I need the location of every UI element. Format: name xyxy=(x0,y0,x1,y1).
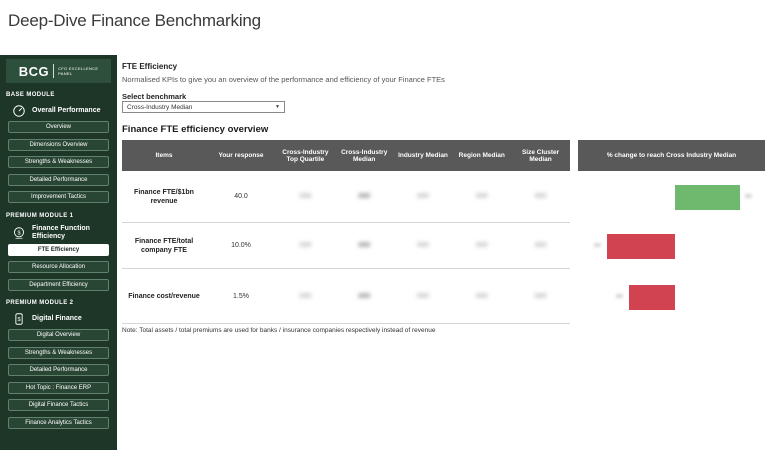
benchmark-value-redacted: ### xyxy=(299,292,312,300)
module-label-premium-1: PREMIUM MODULE 1 xyxy=(6,212,74,219)
main-content xyxy=(122,55,768,450)
footnote: Note: Total assets / total premiums are used for banks / insurance companies respectively instead of revenue xyxy=(122,327,436,334)
chart-bar-label-redacted: ## xyxy=(745,194,752,200)
section-title: FTE Efficiency xyxy=(122,62,178,71)
column-header: Industry Median xyxy=(398,152,448,159)
benchmark-value-redacted: ### xyxy=(534,242,547,249)
benchmark-value-redacted: ### xyxy=(475,292,488,300)
benchmark-value-redacted: ### xyxy=(534,292,547,300)
svg-text:$: $ xyxy=(17,316,21,323)
chart-bar-label-redacted: ## xyxy=(616,294,623,300)
benchmark-value-redacted: ### xyxy=(358,242,371,249)
table-row xyxy=(122,171,570,223)
sidebar-item-strengths-weaknesses[interactable]: Strengths & Weaknesses xyxy=(8,156,109,168)
benchmark-value-redacted: ### xyxy=(534,193,547,200)
table-row xyxy=(122,269,570,324)
row-item-label: Finance FTE/$1bn revenue xyxy=(134,188,194,205)
column-header: Your response xyxy=(218,152,264,159)
benchmark-value-redacted: ### xyxy=(299,242,312,249)
bcg-logo xyxy=(6,59,111,83)
benchmark-value-redacted: ### xyxy=(475,193,488,200)
sidebar-item-fte-efficiency[interactable]: FTE Efficiency xyxy=(8,244,109,256)
chart-bar-negative xyxy=(607,234,675,259)
chart-bar-label-redacted: ## xyxy=(594,243,601,249)
table-title: Finance FTE efficiency overview xyxy=(122,124,269,135)
row-item-label: Finance FTE/total company FTE xyxy=(134,237,194,254)
table-row xyxy=(122,223,570,269)
module-label-premium-2: PREMIUM MODULE 2 xyxy=(6,300,74,306)
bcg-logo-text: BCG xyxy=(18,63,50,79)
coin-dollar-icon xyxy=(12,226,26,240)
table-body xyxy=(122,171,570,324)
chart-header: % change to reach Cross Industry Median xyxy=(578,140,765,171)
benchmark-value-redacted: ### xyxy=(299,193,312,200)
column-header: Items xyxy=(155,152,173,159)
logo-subtitle xyxy=(58,66,98,76)
column-header: Size Cluster Median xyxy=(521,148,560,163)
sidebar-items-premium-2 xyxy=(0,329,117,434)
sidebar-items-base xyxy=(0,121,117,209)
sidebar-item-digital-overview[interactable]: Digital Overview xyxy=(8,329,109,341)
sidebar-item-detailed-performance[interactable]: Detailed Performance xyxy=(8,174,109,186)
benchmark-value-redacted: ### xyxy=(358,292,371,300)
sidebar-item-detailed-performance[interactable]: Detailed Performance xyxy=(8,364,109,376)
svg-text:$: $ xyxy=(17,229,21,236)
sidebar-group-digital-finance[interactable] xyxy=(0,309,117,329)
table-header-row xyxy=(122,140,570,171)
sidebar-item-dimensions-overview[interactable]: Dimensions Overview xyxy=(8,139,109,151)
sidebar-item-resource-allocation[interactable]: Resource Allocation xyxy=(8,261,109,273)
benchmark-select[interactable] xyxy=(122,101,285,113)
sidebar-item-department-efficiency[interactable]: Department Efficiency xyxy=(8,279,109,291)
section-description: Normalised KPIs to give you an overview of the performance and efficiency of your Finance FTEs xyxy=(122,75,445,84)
row-item-label: Finance cost/revenue xyxy=(128,292,200,300)
sidebar-item-improvement-tactics[interactable]: Improvement Tactics xyxy=(8,191,109,203)
row-response-value: 1.5% xyxy=(233,292,249,300)
sidebar-group-label: Overall Performance xyxy=(32,107,101,114)
sidebar-item-overview[interactable]: Overview xyxy=(8,121,109,133)
sidebar-group-finance-function-efficiency[interactable] xyxy=(0,222,117,244)
sidebar-group-overall-performance[interactable] xyxy=(0,101,117,121)
mobile-dollar-icon xyxy=(12,312,26,326)
column-header: Cross-Industry Top Quartile xyxy=(282,148,329,163)
logo-divider xyxy=(53,64,54,78)
row-response-value: 10.0% xyxy=(231,242,251,249)
benchmark-value-redacted: ### xyxy=(358,193,371,200)
sidebar-item-finance-analytics-tactics[interactable]: Finance Analytics Tactics xyxy=(8,417,109,429)
benchmark-value-redacted: ### xyxy=(417,292,429,300)
sidebar-item-hot-topic-finance-erp[interactable]: Hot Topic : Finance ERP xyxy=(8,382,109,394)
logo-subtitle-line1: CFO EXCELLENCE xyxy=(58,66,99,71)
benchmark-value-redacted: ### xyxy=(417,242,429,249)
sidebar-items-premium-1 xyxy=(0,244,117,297)
chart-bar-negative xyxy=(629,285,675,310)
benchmark-select-label: Select benchmark xyxy=(122,92,187,101)
column-header: Region Median xyxy=(458,152,505,159)
sidebar-group-label: Digital Finance xyxy=(32,315,82,322)
benchmark-selected-value: Cross-Industry Median xyxy=(127,103,193,111)
benchmark-value-redacted: ### xyxy=(475,242,488,249)
bar-chart xyxy=(578,171,765,324)
benchmark-value-redacted: ### xyxy=(417,193,429,200)
page-title: Deep-Dive Finance Benchmarking xyxy=(8,11,261,30)
sidebar-item-digital-finance-tactics[interactable]: Digital Finance Tactics xyxy=(8,399,109,411)
sidebar xyxy=(0,55,117,450)
sidebar-group-label: Finance Function Efficiency xyxy=(32,224,90,240)
gauge-icon xyxy=(12,104,26,118)
module-label-base: BASE MODULE xyxy=(6,92,55,98)
column-header: Cross-Industry Median xyxy=(341,148,388,163)
sidebar-item-strengths-weaknesses[interactable]: Strengths & Weaknesses xyxy=(8,347,109,359)
row-response-value: 40.0 xyxy=(234,193,248,200)
chart-bar-positive xyxy=(675,185,740,210)
logo-subtitle-line2: PANEL xyxy=(58,71,73,76)
chevron-down-icon: ▼ xyxy=(275,104,280,110)
